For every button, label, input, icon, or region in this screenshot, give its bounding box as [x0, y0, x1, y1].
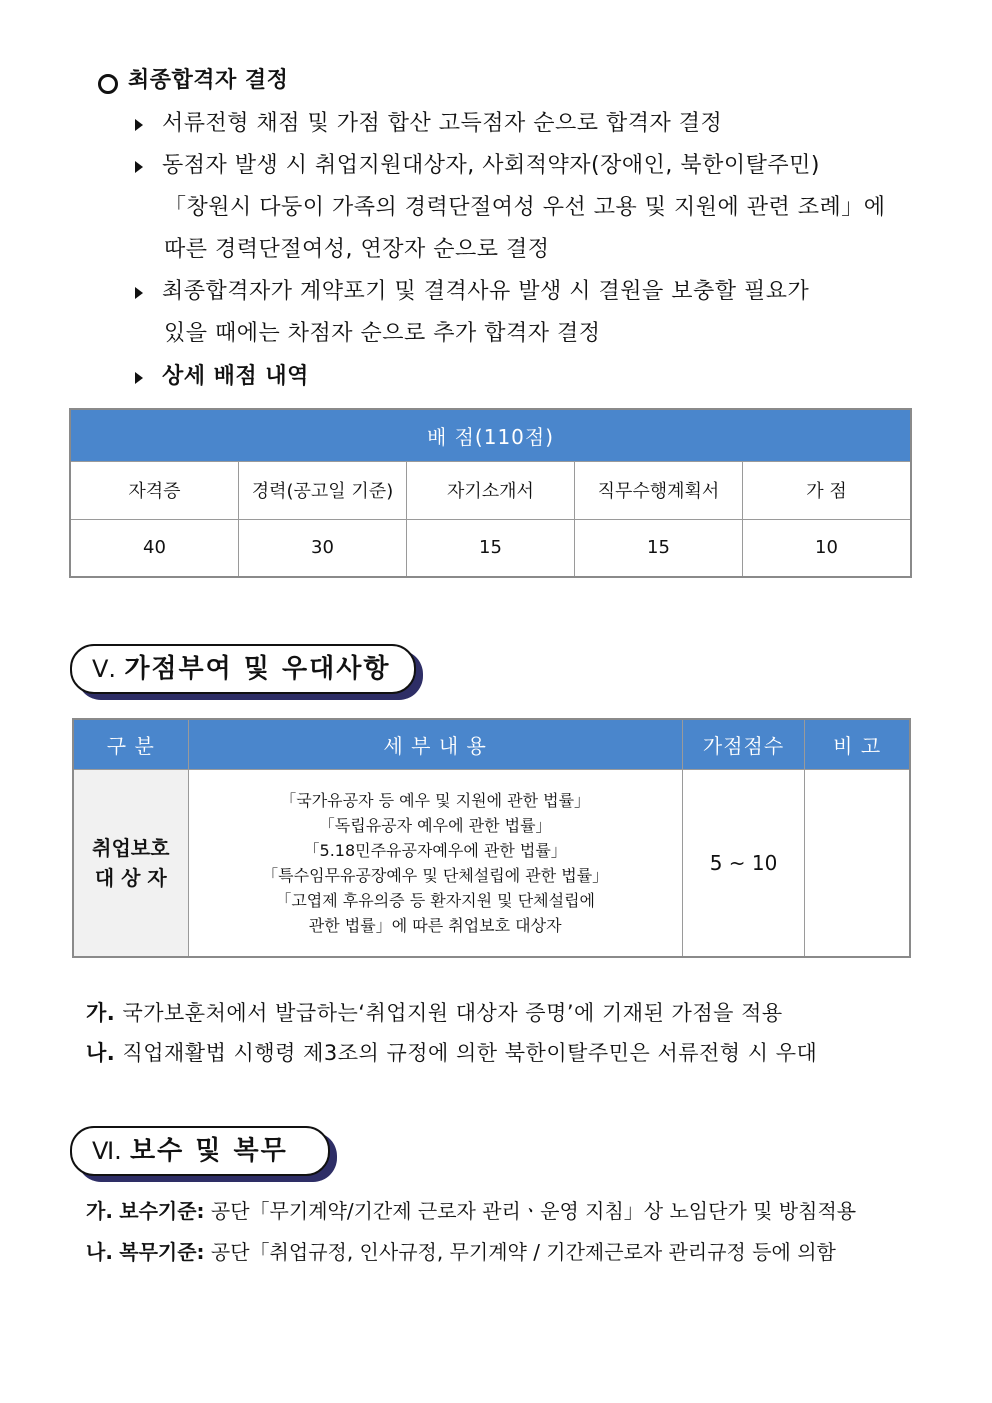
item-2-line-1: 동점자 발생 시 취업지원대상자, 사회적약자(장애인, 북한이탈주민) — [162, 153, 820, 178]
score-table — [69, 408, 912, 578]
note-text: 직업재활법 시행령 제3조의 규정에 의한 북한이탈주민은 서류전형 시 우대 — [122, 1041, 818, 1065]
item-3-line-1: 최종합격자가 계약포기 및 결격사유 발생 시 결원을 보충할 필요가 — [162, 279, 810, 304]
triangle-bullet-icon — [135, 119, 143, 131]
item-text: 공단「취업규정, 인사규정, 무기계약 / 기간제근로자 관리규정 등에 의함 — [210, 1240, 836, 1264]
pref-detail-line: 「국가유공자 등 예우 및 지원에 관한 법률」 — [280, 790, 591, 810]
note-text: 국가보훈처에서 발급하는‘취업지원 대상자 증명’에 기재된 가점을 적용 — [122, 1001, 783, 1025]
pref-note-cell — [805, 769, 910, 957]
item-1-line-1: 서류전형 채점 및 가점 합산 고득점자 순으로 합격자 결정 — [162, 111, 723, 136]
circle-bullet-icon — [98, 74, 118, 94]
score-value-cell: 10 — [742, 519, 911, 577]
item-term: 복무기준: — [119, 1240, 205, 1264]
section-5-note-1 — [86, 998, 783, 1028]
pref-category-cell — [73, 769, 188, 957]
pref-detail-line: 「5.18민주유공자예우에 관한 법률」 — [303, 840, 567, 860]
pref-category-line: 대 상 자 — [94, 865, 167, 890]
score-header-cell: 자기소개서 — [406, 461, 574, 519]
item-2-line-2: 「창원시 다둥이 가족의 경력단절여성 우선 고용 및 지원에 관련 조례」에 — [164, 195, 886, 220]
item-3-line-2: 있을 때에는 차점자 순으로 추가 합격자 결정 — [164, 321, 601, 346]
triangle-bullet-icon — [135, 161, 143, 173]
item-label: 가. — [86, 1199, 113, 1223]
score-value-cell: 15 — [574, 519, 742, 577]
note-label: 나. — [86, 1041, 116, 1065]
score-header-cell: 경력(공고일 기준) — [238, 461, 406, 519]
score-value-cell: 30 — [238, 519, 406, 577]
item-text: 공단「무기계약/기간제 근로자 관리ㆍ운영 지침」상 노임단가 및 방침적용 — [210, 1199, 857, 1223]
note-label: 가. — [86, 1001, 116, 1025]
section-6-roman: Ⅵ. — [92, 1137, 122, 1165]
score-value-cell: 40 — [70, 519, 238, 577]
score-header-cell: 자격증 — [70, 461, 238, 519]
pref-header-cell: 세 부 내 용 — [188, 719, 682, 769]
pref-header-cell: 가점점수 — [682, 719, 805, 769]
score-header-cell: 직무수행계획서 — [574, 461, 742, 519]
section-6-title: 보수 및 복무 — [130, 1136, 288, 1166]
section-6-item-2 — [86, 1237, 836, 1267]
item-label: 나. — [86, 1240, 113, 1264]
pref-detail-cell — [188, 769, 682, 957]
pref-detail-line: 「고엽제 후유의증 등 환자지원 및 단체설립에 — [275, 890, 595, 910]
pref-points-cell: 5 ~ 10 — [682, 769, 805, 957]
section-6-banner — [70, 1126, 330, 1176]
section-5-roman: Ⅴ. — [92, 655, 117, 683]
score-table-title: 배 점(110점) — [70, 409, 911, 461]
triangle-bullet-icon — [135, 287, 143, 299]
item-term: 보수기준: — [119, 1199, 205, 1223]
pref-category-line: 취업보호 — [92, 835, 170, 860]
pref-detail-line: 「독립유공자 예우에 관한 법률」 — [318, 815, 552, 835]
section-6-item-1 — [86, 1196, 856, 1226]
section-5-note-2 — [86, 1038, 817, 1068]
item-2-line-3: 따른 경력단절여성, 연장자 순으로 결정 — [164, 237, 550, 262]
pref-detail-line: 관한 법률」에 따른 취업보호 대상자 — [308, 915, 562, 935]
pref-detail-line: 「특수임무유공장예우 및 단체설립에 관한 법률」 — [262, 865, 609, 885]
score-header-cell: 가 점 — [742, 461, 911, 519]
section-heading-final: 최종합격자 결정 — [128, 68, 289, 93]
pref-header-cell: 구 분 — [73, 719, 188, 769]
pref-header-cell: 비 고 — [805, 719, 910, 769]
section-5-banner — [70, 644, 416, 694]
item-4-line-1: 상세 배점 내역 — [162, 364, 309, 389]
score-value-cell: 15 — [406, 519, 574, 577]
triangle-bullet-icon — [135, 372, 143, 384]
section-5-title: 가점부여 및 우대사항 — [124, 654, 391, 684]
preference-table — [72, 718, 911, 958]
